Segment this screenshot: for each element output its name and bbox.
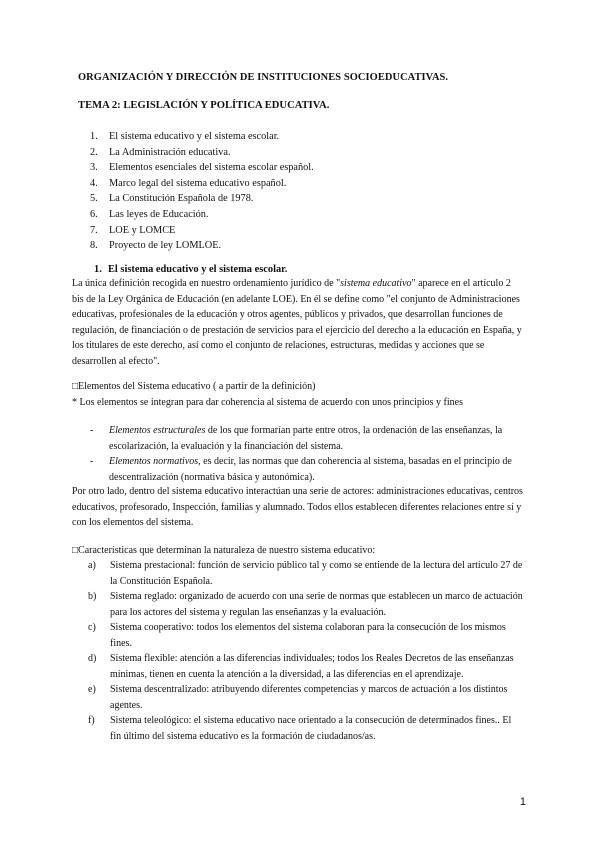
elements-heading: □Elementos del Sistema educativo ( a partir de la definición) [72,381,316,392]
toc-item: 7. LOE y LOMCE [90,224,176,236]
characteristics-heading: □Características que determinan la naturaleza de nuestro sistema educativo: [72,545,376,556]
toc-item: 6. Las leyes de Educación. [90,208,209,220]
document-subtitle: TEMA 2: LEGISLACIÓN Y POLÍTICA EDUCATIVA. [78,100,330,111]
elements-block [72,379,524,410]
list-item: - Elementos normativos, es decir, las normas que dan coherencia al sistema, basadas en el principio de descentralización (normativa básica y autonómica). [90,456,512,483]
actors-paragraph: Por otro lado, dentro del sistema educativo interactúan una serie de actores: administraciones educativas, centros educativos, profesorado, Inspección, familias y alumnado. Todos ellos establecen diferentes relaciones entre sí y con los elementos del sistema. [72,486,523,528]
list-item: f) Sistema teleológico: el sistema educativo nace orientado a la consecución de determinados fines.. El fin último del sistema educativo es la formación de ciudadanos/as. [88,715,512,742]
definition-paragraph: La única definición recogida en nuestro ordenamiento jurídico de "sistema educativo" aparece en el artículo 2 bis de la Ley Orgánica de Educación (en adelante LOE). En él se define como "el conjunto de Administraciones educativas, profesionales de la educación y otros agentes, públicos y privados, que desarrollan funciones de regulación, de financiación o de prestación de servicios para el ejercicio del derecho a la educación en España, y los titulares de este derecho, así como el conjunto de relaciones, estructuras, medidas y acciones que se desarrollen al efecto". [72,278,522,367]
toc-item: 5. La Constitución Española de 1978. [90,193,254,205]
elements-list [90,423,530,485]
characteristics-list [88,558,524,744]
toc-item: 8. Proyecto de ley LOMLOE. [90,240,222,252]
list-item: b) Sistema reglado: organizado de acuerdo con una serie de normas que establecen un marco de actuación para los actores del sistema y regulan las enseñanzas y la evaluación. [88,591,523,618]
list-item: - Elementos estructurales de los que formarían parte entre otros, la ordenación de las enseñanzas, la escolarización, la evaluación y la financiación del sistema. [90,425,503,452]
list-item: e) Sistema descentralizado: atribuyendo diferentes competencias y marcos de actuación a los distintos agentes. [88,684,508,711]
toc-item: 2. La Administración educativa. [90,146,231,158]
document-title: ORGANIZACIÓN Y DIRECCIÓN DE INSTITUCIONES SOCIOEDUCATIVAS. [78,72,449,83]
elements-note: * Los elementos se integran para dar coherencia al sistema de acuerdo con unos principios y fines [72,396,463,408]
missing-glyph-icon: □ [72,381,79,392]
missing-glyph-icon: □ [72,545,79,556]
table-of-contents [90,129,314,254]
page-number: 1 [519,796,526,808]
toc-item: 4. Marco legal del sistema educativo español. [90,177,287,189]
toc-item: 1. El sistema educativo y el sistema escolar. [90,131,280,142]
section-heading: 1. El sistema educativo y el sistema escolar. [94,264,288,275]
toc-item: 3. Elementos esenciales del sistema escolar español. [90,162,314,174]
list-item: d) Sistema flexible: atención a las diferencias individuales; todos los Reales Decretos de las enseñanzas mínimas, tienen en cuenta la atención a la diversidad, a las diferencias en el aprendizaje. [88,653,514,680]
list-item: c) Sistema cooperativo: todos los elementos del sistema colaboran para la consecución de los mismos fines. [88,622,506,649]
list-item: a) Sistema prestacional: función de servicio público tal y como se entiende de la lectura del artículo 27 de la Constitución Española. [88,560,523,587]
